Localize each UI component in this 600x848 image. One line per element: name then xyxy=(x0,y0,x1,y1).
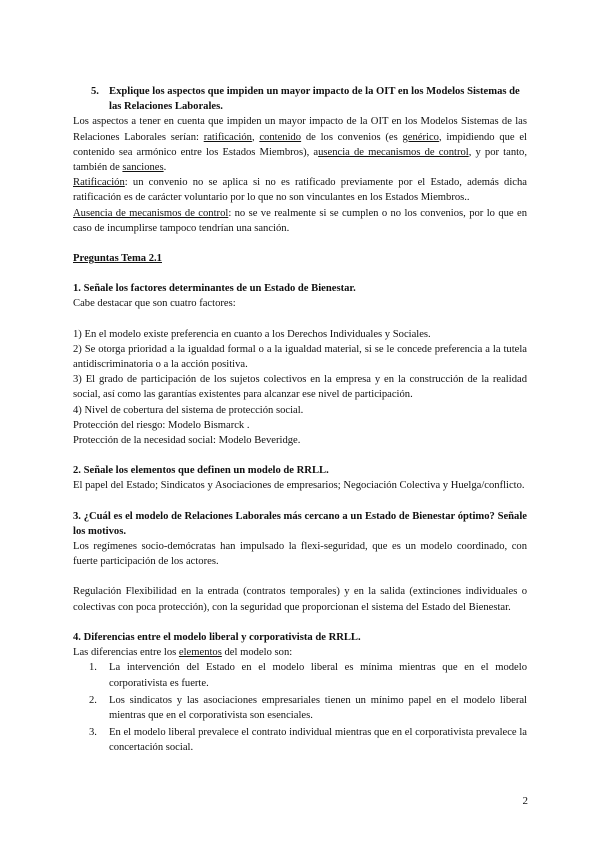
q4-intro: Las diferencias entre los elementos del modelo son: xyxy=(73,647,293,659)
q1-item: 1) En el modelo existe preferencia en cuanto a los Derechos Individuales y Sociales. xyxy=(73,328,431,340)
q5-paragraph-ratificacion: Ratificación: un convenio no se aplica si no es ratificado previamente por el Estado, además dicha ratificación es de carácter voluntario por lo que no son vinculantes en los Estados Miembros.. xyxy=(73,177,527,204)
q5-paragraph-aspects: Los aspectos a tener en cuenta que impiden un mayor impacto de la OIT en los Modelos Sistemas de las Relaciones Laborales serían: ratificación, contenido de los convenios (es genérico, impidiendo que el contenido sea armónico entre los Estados Miembros), ausencia de mecanismos de control, y por tanto, también de sanciones. xyxy=(73,116,528,174)
q3-title: 3. ¿Cuál es el modelo de Relaciones Laborales más cercano a un Estado de Bienestar óptimo? Señale los motivos. xyxy=(73,510,527,537)
q3-paragraph: Regulación Flexibilidad en la entrada (contratos temporales) y en la salida (extinciones individuales o colectivas con poca protección), con la seguridad que proporcionan el sistema del Estado del Bienestar. xyxy=(73,586,527,613)
list-item: 3. En el modelo liberal prevalece el contrato individual mientras que en el corporativista prevalece la concertación social. xyxy=(89,727,527,754)
page-number: 2 xyxy=(522,795,528,807)
q1-item: 2) Se otorga prioridad a la igualdad formal o a la igualdad material, si se le concede preferencia a la tutela antidiscriminatoria o a la acción positiva. xyxy=(73,343,527,371)
q1-extra-line: Protección del riesgo: Modelo Bismarck . xyxy=(73,419,250,431)
list-item: 2. Los sindicatos y las asociaciones empresariales tienen un mínimo papel en el modelo liberal mientras que en el corporativista son esenciales. xyxy=(89,694,527,721)
q1-title: 1. Señale los factores determinantes de un Estado de Bienestar. xyxy=(73,283,356,295)
q1-item: 3) El grado de participación de los sujetos colectivos en la empresa y en la construcción de la realidad social, así como las garantías existentes para alcanzar ese nivel de participación. xyxy=(73,374,527,401)
q4-title: 4. Diferencias entre el modelo liberal y corporativista de RRLL. xyxy=(73,631,361,643)
q1-extra-line: Protección de la necesidad social: Modelo Beveridge. xyxy=(73,435,301,447)
q2-text: El papel del Estado; Sindicatos y Asociaciones de empresarios; Negociación Colectiva y Huelga/conflicto. xyxy=(73,480,525,492)
q4-list xyxy=(73,660,527,755)
q1-intro: Cabe destacar que son cuatro factores: xyxy=(73,298,236,310)
q5-paragraph-control: Ausencia de mecanismos de control: no se ve realmente si se cumplen o no los convenios, por lo que en caso de incumplirse tampoco tendrían una sanción. xyxy=(73,207,527,234)
q3-paragraph: Los regímenes socio-demócratas han impulsado la flexi-seguridad, que es un modelo coordinado, con fuerte participación de los actores. xyxy=(73,541,527,568)
q5-heading xyxy=(73,84,527,114)
document-page xyxy=(73,84,527,758)
q2-title: 2. Señale los elementos que definen un modelo de RRLL. xyxy=(73,465,329,477)
q1-item: 4) Nivel de cobertura del sistema de protección social. xyxy=(73,404,304,416)
q5-title: Explique los aspectos que impiden un mayor impacto de la OIT en los Modelos Sistemas de las Relaciones Laborales. xyxy=(109,86,520,113)
section-title: Preguntas Tema 2.1 xyxy=(73,253,162,265)
q5-number: 5. xyxy=(91,86,99,97)
list-item: 1. La intervención del Estado en el modelo liberal es mínima mientras que en el modelo corporativista es fuerte. xyxy=(89,662,527,689)
